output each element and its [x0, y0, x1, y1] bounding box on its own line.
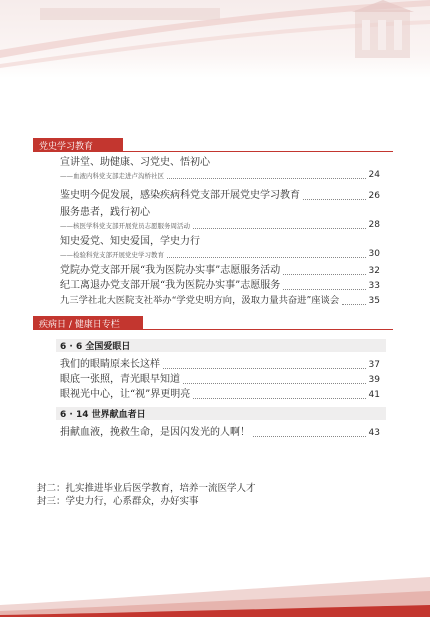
- footer-curves-graphic: [0, 577, 430, 617]
- leader-dots: [303, 199, 366, 200]
- leader-dots: [283, 274, 365, 275]
- toc-entry-page: 41: [368, 390, 380, 400]
- leader-dots: [342, 304, 365, 305]
- toc-entry-title: 捐献血液，挽救生命，是因闪发光的人啊！: [60, 427, 250, 438]
- toc-entry-title: 纪工离退办党支部开展“我为医院办实事”志愿服务: [60, 280, 281, 291]
- toc-entry[interactable]: [60, 374, 380, 386]
- toc-entry[interactable]: [60, 265, 380, 277]
- toc-entry-title: 我们的眼睛原来长这样: [60, 359, 160, 370]
- toc-entry-page: 28: [368, 220, 380, 230]
- footer-decoration: [0, 577, 430, 617]
- toc-entry-page: 33: [368, 281, 380, 291]
- toc-entry-page: 26: [368, 191, 380, 201]
- toc-entry-subtitle: ——检验科党支部开展党史学习教育: [60, 251, 164, 259]
- toc-entry-page: 43: [368, 428, 380, 438]
- toc-entry-page: 35: [368, 296, 380, 306]
- leader-dots: [167, 257, 366, 258]
- toc-entry-title: 党院办党支部开展“我为医院办实事”志愿服务活动: [60, 265, 281, 276]
- leader-dots: [163, 368, 366, 369]
- toc-entry[interactable]: [60, 389, 380, 401]
- leader-dots: [167, 178, 366, 179]
- toc-entry-page: 37: [368, 360, 380, 370]
- section-divider: [33, 329, 393, 330]
- section-header-party-history: 党史学习教育: [33, 138, 123, 152]
- leader-dots: [193, 228, 366, 229]
- leader-dots: [193, 398, 365, 399]
- toc-entry[interactable]: [60, 236, 380, 260]
- subheader-eye-day: 6 · 6 全国爱眼日: [56, 339, 386, 352]
- leader-dots: [183, 383, 366, 384]
- cover-note: 封二：扎实推进毕业后医学教育，培养一流医学人才: [37, 483, 256, 494]
- toc-entry-title: 眼底一张照，青光眼早知道: [60, 374, 180, 385]
- toc-entry-title: 服务患者，践行初心: [60, 207, 150, 218]
- section-header-disease-day: 疾病日 / 健康日专栏: [33, 316, 143, 330]
- toc-entry-title: 宣讲堂、助健康、习党史、悟初心: [60, 157, 210, 168]
- toc-entry-title: 知史爱党、知史爱国，学史力行: [60, 236, 200, 247]
- header-curves-graphic: [0, 0, 430, 78]
- section-divider: [33, 151, 393, 152]
- toc-entry[interactable]: [60, 295, 380, 307]
- leader-dots: [253, 436, 366, 437]
- toc-entry[interactable]: [60, 157, 380, 181]
- toc-entry-subtitle: ——核医学科党支部开展党员志愿服务周活动: [60, 222, 190, 230]
- toc-entry[interactable]: [60, 280, 380, 292]
- toc-entry[interactable]: [60, 427, 380, 439]
- toc-entry-title: 眼视光中心，让“视”界更明亮: [60, 389, 191, 400]
- subheader-blood-donor-day: 6 · 14 世界献血者日: [56, 407, 386, 420]
- toc-entry[interactable]: [60, 207, 380, 231]
- cover-note: 封三：学史力行，心系群众，办好实事: [37, 496, 199, 507]
- header-decoration: [0, 0, 430, 78]
- toc-entry-title: 鉴史明今促发展，感染疾病科党支部开展党史学习教育: [60, 190, 300, 201]
- toc-entry[interactable]: [60, 190, 380, 202]
- toc-entry-page: 39: [368, 375, 380, 385]
- toc-entry[interactable]: [60, 359, 380, 371]
- leader-dots: [283, 289, 365, 290]
- toc-entry-page: 24: [368, 170, 380, 180]
- toc-entry-page: 30: [368, 249, 380, 259]
- toc-entry-page: 32: [368, 266, 380, 276]
- toc-entry-subtitle: ——血液内科党支部走进卢沟桥社区: [60, 172, 164, 180]
- toc-entry-title: 九三学社北大医院支社举办“学党史明方向，汲取力量共奋进”座谈会: [60, 295, 340, 306]
